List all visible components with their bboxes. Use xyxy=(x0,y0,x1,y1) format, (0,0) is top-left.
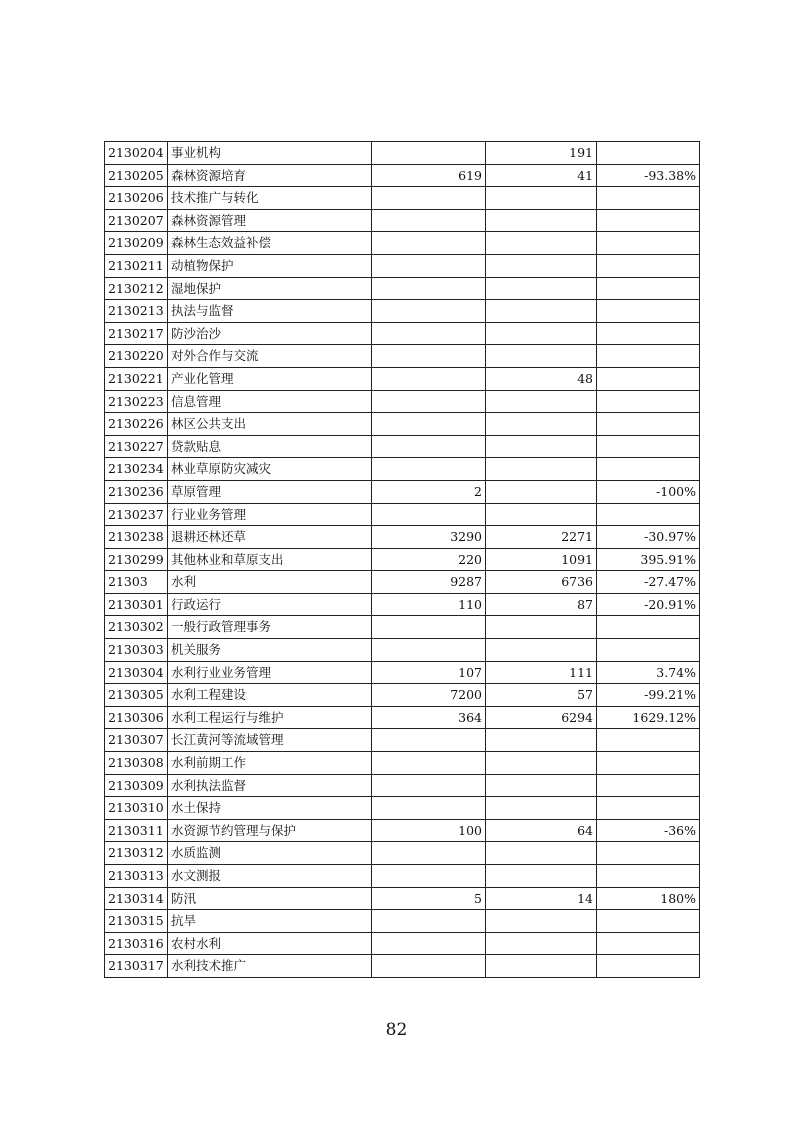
cell-change-percent xyxy=(597,345,700,368)
cell-value-current xyxy=(486,774,597,797)
cell-change-percent: 395.91% xyxy=(597,548,700,571)
cell-value-prior xyxy=(372,300,486,323)
cell-change-percent: 3.74% xyxy=(597,661,700,684)
table-row xyxy=(105,661,700,684)
cell-change-percent xyxy=(597,187,700,210)
cell-code: 2130305 xyxy=(105,684,168,707)
cell-value-prior: 9287 xyxy=(372,571,486,594)
cell-value-prior xyxy=(372,639,486,662)
cell-change-percent xyxy=(597,616,700,639)
table-row xyxy=(105,526,700,549)
cell-value-current xyxy=(486,752,597,775)
cell-value-prior xyxy=(372,752,486,775)
cell-item-name: 长江黄河等流域管理 xyxy=(168,729,372,752)
cell-change-percent: -36% xyxy=(597,819,700,842)
cell-value-prior xyxy=(372,774,486,797)
cell-code: 2130316 xyxy=(105,932,168,955)
cell-value-current: 64 xyxy=(486,819,597,842)
cell-value-current xyxy=(486,729,597,752)
cell-change-percent xyxy=(597,865,700,888)
cell-value-prior xyxy=(372,254,486,277)
cell-value-prior: 100 xyxy=(372,819,486,842)
table-row xyxy=(105,413,700,436)
cell-item-name: 林区公共支出 xyxy=(168,413,372,436)
cell-code: 2130315 xyxy=(105,910,168,933)
cell-change-percent: 1629.12% xyxy=(597,706,700,729)
cell-code: 2130307 xyxy=(105,729,168,752)
cell-value-current xyxy=(486,435,597,458)
cell-value-current: 191 xyxy=(486,142,597,165)
cell-change-percent xyxy=(597,932,700,955)
cell-code: 2130223 xyxy=(105,390,168,413)
cell-change-percent: -93.38% xyxy=(597,164,700,187)
cell-item-name: 执法与监督 xyxy=(168,300,372,323)
cell-value-prior xyxy=(372,345,486,368)
cell-code: 2130220 xyxy=(105,345,168,368)
table-row xyxy=(105,955,700,978)
cell-code: 2130308 xyxy=(105,752,168,775)
cell-change-percent xyxy=(597,277,700,300)
cell-item-name: 水利执法监督 xyxy=(168,774,372,797)
table-row xyxy=(105,797,700,820)
cell-code: 2130207 xyxy=(105,209,168,232)
table-row xyxy=(105,865,700,888)
table-row xyxy=(105,842,700,865)
cell-value-prior xyxy=(372,142,486,165)
cell-value-current xyxy=(486,345,597,368)
cell-code: 2130226 xyxy=(105,413,168,436)
cell-value-prior: 2 xyxy=(372,480,486,503)
cell-value-current xyxy=(486,458,597,481)
table-row xyxy=(105,142,700,165)
cell-value-current: 14 xyxy=(486,887,597,910)
cell-change-percent xyxy=(597,955,700,978)
cell-code: 2130237 xyxy=(105,503,168,526)
cell-code: 2130213 xyxy=(105,300,168,323)
cell-item-name: 动植物保护 xyxy=(168,254,372,277)
cell-item-name: 水利 xyxy=(168,571,372,594)
table-row xyxy=(105,254,700,277)
cell-value-prior xyxy=(372,503,486,526)
cell-value-current: 111 xyxy=(486,661,597,684)
cell-value-current: 2271 xyxy=(486,526,597,549)
cell-item-name: 水资源节约管理与保护 xyxy=(168,819,372,842)
cell-value-prior xyxy=(372,322,486,345)
cell-change-percent xyxy=(597,209,700,232)
cell-change-percent xyxy=(597,413,700,436)
cell-code: 2130204 xyxy=(105,142,168,165)
cell-value-prior: 107 xyxy=(372,661,486,684)
cell-value-prior: 364 xyxy=(372,706,486,729)
cell-value-prior xyxy=(372,390,486,413)
table-row xyxy=(105,458,700,481)
cell-value-prior xyxy=(372,435,486,458)
table-row xyxy=(105,232,700,255)
cell-item-name: 行业业务管理 xyxy=(168,503,372,526)
cell-item-name: 草原管理 xyxy=(168,480,372,503)
cell-item-name: 水利工程运行与维护 xyxy=(168,706,372,729)
cell-value-prior xyxy=(372,797,486,820)
cell-value-current xyxy=(486,616,597,639)
cell-code: 2130221 xyxy=(105,367,168,390)
cell-value-prior xyxy=(372,955,486,978)
cell-change-percent: -99.21% xyxy=(597,684,700,707)
cell-value-prior xyxy=(372,842,486,865)
cell-change-percent: -27.47% xyxy=(597,571,700,594)
cell-code: 2130227 xyxy=(105,435,168,458)
cell-change-percent: 180% xyxy=(597,887,700,910)
cell-value-current: 48 xyxy=(486,367,597,390)
cell-value-prior xyxy=(372,367,486,390)
table-row xyxy=(105,887,700,910)
cell-value-current: 6294 xyxy=(486,706,597,729)
cell-item-name: 森林资源管理 xyxy=(168,209,372,232)
cell-change-percent xyxy=(597,639,700,662)
cell-value-current: 1091 xyxy=(486,548,597,571)
cell-code: 2130311 xyxy=(105,819,168,842)
cell-code: 2130309 xyxy=(105,774,168,797)
cell-change-percent xyxy=(597,503,700,526)
cell-item-name: 森林生态效益补偿 xyxy=(168,232,372,255)
cell-change-percent: -30.97% xyxy=(597,526,700,549)
cell-code: 2130236 xyxy=(105,480,168,503)
cell-item-name: 防汛 xyxy=(168,887,372,910)
table-row xyxy=(105,435,700,458)
cell-value-current xyxy=(486,187,597,210)
cell-item-name: 事业机构 xyxy=(168,142,372,165)
cell-value-prior: 3290 xyxy=(372,526,486,549)
cell-value-prior: 619 xyxy=(372,164,486,187)
cell-code: 2130317 xyxy=(105,955,168,978)
cell-change-percent xyxy=(597,842,700,865)
table-row xyxy=(105,390,700,413)
table-body xyxy=(105,142,700,978)
cell-change-percent xyxy=(597,774,700,797)
cell-value-current xyxy=(486,503,597,526)
cell-item-name: 林业草原防灾减灾 xyxy=(168,458,372,481)
cell-item-name: 抗旱 xyxy=(168,910,372,933)
cell-change-percent xyxy=(597,367,700,390)
cell-item-name: 湿地保护 xyxy=(168,277,372,300)
cell-code: 21303 xyxy=(105,571,168,594)
table-row xyxy=(105,503,700,526)
cell-code: 2130234 xyxy=(105,458,168,481)
table-row xyxy=(105,819,700,842)
cell-change-percent xyxy=(597,729,700,752)
cell-code: 2130306 xyxy=(105,706,168,729)
cell-value-prior: 110 xyxy=(372,593,486,616)
cell-value-prior xyxy=(372,729,486,752)
cell-item-name: 行政运行 xyxy=(168,593,372,616)
cell-code: 2130299 xyxy=(105,548,168,571)
cell-item-name: 水利技术推广 xyxy=(168,955,372,978)
cell-value-current: 87 xyxy=(486,593,597,616)
cell-code: 2130238 xyxy=(105,526,168,549)
cell-value-current: 57 xyxy=(486,684,597,707)
cell-change-percent: -20.91% xyxy=(597,593,700,616)
cell-value-prior xyxy=(372,932,486,955)
cell-change-percent xyxy=(597,254,700,277)
cell-item-name: 防沙治沙 xyxy=(168,322,372,345)
table-row xyxy=(105,593,700,616)
table-row xyxy=(105,729,700,752)
cell-code: 2130301 xyxy=(105,593,168,616)
table-row xyxy=(105,548,700,571)
cell-change-percent: -100% xyxy=(597,480,700,503)
cell-code: 2130313 xyxy=(105,865,168,888)
cell-item-name: 机关服务 xyxy=(168,639,372,662)
cell-change-percent xyxy=(597,232,700,255)
cell-change-percent xyxy=(597,797,700,820)
cell-change-percent xyxy=(597,752,700,775)
cell-code: 2130312 xyxy=(105,842,168,865)
table-row xyxy=(105,774,700,797)
cell-code: 2130209 xyxy=(105,232,168,255)
table-row xyxy=(105,277,700,300)
cell-item-name: 水利前期工作 xyxy=(168,752,372,775)
table-row xyxy=(105,932,700,955)
cell-code: 2130217 xyxy=(105,322,168,345)
cell-item-name: 贷款贴息 xyxy=(168,435,372,458)
cell-item-name: 森林资源培育 xyxy=(168,164,372,187)
cell-change-percent xyxy=(597,435,700,458)
cell-item-name: 水利工程建设 xyxy=(168,684,372,707)
cell-value-prior: 220 xyxy=(372,548,486,571)
cell-change-percent xyxy=(597,390,700,413)
cell-value-current xyxy=(486,300,597,323)
table-row xyxy=(105,300,700,323)
cell-code: 2130211 xyxy=(105,254,168,277)
cell-value-prior xyxy=(372,209,486,232)
cell-code: 2130304 xyxy=(105,661,168,684)
cell-value-prior xyxy=(372,413,486,436)
cell-change-percent xyxy=(597,910,700,933)
cell-value-prior: 7200 xyxy=(372,684,486,707)
cell-value-prior xyxy=(372,458,486,481)
table-row xyxy=(105,684,700,707)
table-row xyxy=(105,910,700,933)
cell-item-name: 其他林业和草原支出 xyxy=(168,548,372,571)
cell-item-name: 产业化管理 xyxy=(168,367,372,390)
cell-change-percent xyxy=(597,458,700,481)
table-row xyxy=(105,616,700,639)
cell-value-current xyxy=(486,797,597,820)
cell-code: 2130302 xyxy=(105,616,168,639)
cell-value-current xyxy=(486,842,597,865)
cell-item-name: 水质监测 xyxy=(168,842,372,865)
cell-code: 2130310 xyxy=(105,797,168,820)
table-row xyxy=(105,480,700,503)
table-row xyxy=(105,752,700,775)
table-row xyxy=(105,164,700,187)
cell-value-prior xyxy=(372,865,486,888)
cell-code: 2130205 xyxy=(105,164,168,187)
cell-item-name: 一般行政管理事务 xyxy=(168,616,372,639)
cell-value-prior: 5 xyxy=(372,887,486,910)
cell-code: 2130314 xyxy=(105,887,168,910)
budget-table xyxy=(104,141,700,978)
cell-value-current xyxy=(486,277,597,300)
cell-value-prior xyxy=(372,910,486,933)
cell-value-current xyxy=(486,232,597,255)
cell-value-current: 41 xyxy=(486,164,597,187)
cell-value-current xyxy=(486,390,597,413)
page-number: 82 xyxy=(385,1020,408,1040)
cell-change-percent xyxy=(597,300,700,323)
table-row xyxy=(105,187,700,210)
cell-item-name: 信息管理 xyxy=(168,390,372,413)
table-row xyxy=(105,639,700,662)
cell-value-prior xyxy=(372,277,486,300)
cell-item-name: 农村水利 xyxy=(168,932,372,955)
cell-value-current xyxy=(486,209,597,232)
cell-value-prior xyxy=(372,232,486,255)
cell-value-current xyxy=(486,910,597,933)
table-row xyxy=(105,367,700,390)
cell-code: 2130206 xyxy=(105,187,168,210)
cell-value-prior xyxy=(372,616,486,639)
cell-value-current: 6736 xyxy=(486,571,597,594)
cell-value-prior xyxy=(372,187,486,210)
cell-value-current xyxy=(486,932,597,955)
cell-item-name: 对外合作与交流 xyxy=(168,345,372,368)
cell-value-current xyxy=(486,413,597,436)
cell-value-current xyxy=(486,480,597,503)
cell-change-percent xyxy=(597,322,700,345)
table-row xyxy=(105,571,700,594)
cell-value-current xyxy=(486,322,597,345)
table-row xyxy=(105,209,700,232)
cell-change-percent xyxy=(597,142,700,165)
table-row xyxy=(105,345,700,368)
cell-value-current xyxy=(486,865,597,888)
cell-item-name: 水土保持 xyxy=(168,797,372,820)
cell-value-current xyxy=(486,639,597,662)
table-row xyxy=(105,322,700,345)
cell-code: 2130212 xyxy=(105,277,168,300)
cell-value-current xyxy=(486,254,597,277)
cell-item-name: 退耕还林还草 xyxy=(168,526,372,549)
cell-code: 2130303 xyxy=(105,639,168,662)
cell-item-name: 技术推广与转化 xyxy=(168,187,372,210)
cell-value-current xyxy=(486,955,597,978)
cell-item-name: 水文测报 xyxy=(168,865,372,888)
table-row xyxy=(105,706,700,729)
cell-item-name: 水利行业业务管理 xyxy=(168,661,372,684)
